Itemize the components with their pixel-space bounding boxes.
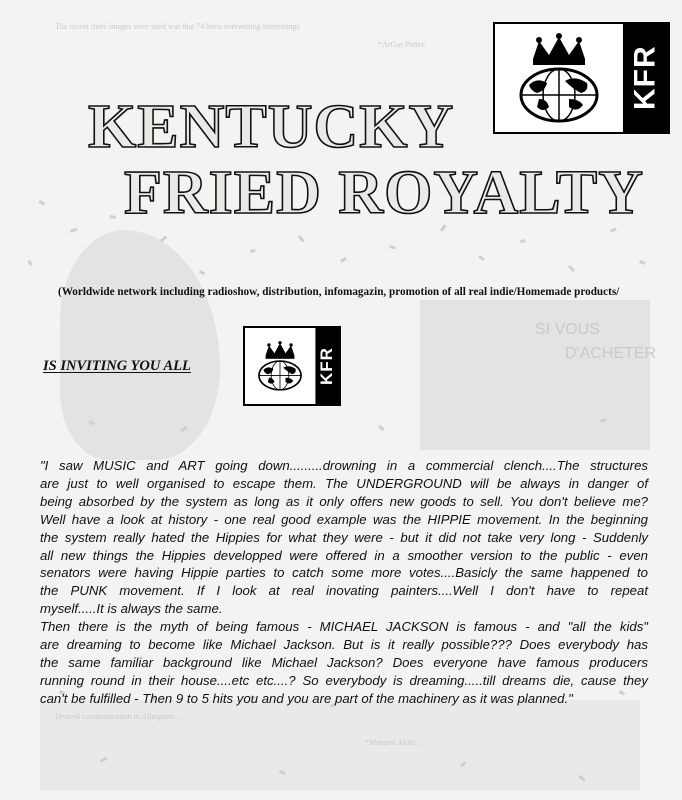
background-poster-line-1: SI VOUS [535, 321, 600, 338]
manifesto-line: the system really hated the Hippies for what they were - but it did not take very long - Suddenly [40, 529, 648, 545]
background-print-left-header: The recent three images were used was that 74 been overwriting interestings [55, 22, 300, 31]
invitation-heading: IS INVITING YOU ALL [43, 358, 191, 374]
network-description: (Worldwide network including radioshow, distribution, infomagazin, promotion of all real indie/Homemade products/ [58, 286, 620, 298]
manifesto-line: senators were having Hippie parties to catch some more votes....Basicly the same happened to [40, 565, 648, 581]
background-print-right-header: *ArGur Potter: [378, 40, 427, 49]
kfr-mark: KFR [623, 24, 668, 132]
manifesto-text [40, 457, 648, 708]
manifesto-line: "I saw MUSIC and ART going down.........drowning in a commercial clench....The structures [40, 458, 648, 473]
manifesto-line: can't be fulfilled - Then 9 to 5 hits you and you are part of the machinery as it was planned." [40, 690, 573, 706]
background-poster-line-2: D'ACHETER [565, 345, 657, 362]
kfr-logo-large [493, 22, 670, 134]
headline-fried-royalty: FRIED ROYALTY [124, 159, 645, 227]
background-print-footer-left: Desired communication in Allesgerer... [55, 712, 181, 721]
background-print-footer-right: *Manami Akita: [365, 738, 418, 747]
headline-kentucky: KENTUCKY [88, 93, 455, 161]
kfr-mark: KFR [315, 328, 339, 404]
manifesto-line: Then there is the myth of being famous - MICHAEL JACKSON is famous - and "all the kids" [40, 619, 648, 635]
kfr-logo-small [243, 326, 341, 406]
manifesto-line: the PUNK movement. If I look at real inovating painters....Well I don't have to repeat [40, 583, 648, 599]
manifesto-line: are just to well organised to escape them. The UNDERGROUND will be always in danger of [40, 475, 648, 491]
manifesto-line: running round in their house....etc etc....? So everybody is dreaming.....till dreams die, cause they [40, 672, 648, 688]
manifesto-line: are dreaming to become like Michael Jackson. But is it really possible??? Does everybody has [40, 637, 648, 653]
manifesto-line: all new things the Hippies developped were offered in a smoother version to the public - even [40, 547, 648, 563]
crown-globe-icon [495, 24, 623, 132]
manifesto-line: being absorbed by the system as long as it only offers new goods to sell. You don't believe me? [40, 493, 648, 509]
manifesto-line: myself.....It is always the same. [40, 601, 223, 617]
manifesto-line: the same familiar background like Michael Jackson? Does everyone have famous producers [40, 654, 648, 670]
manifesto-line: Well have a look at history - one real good example was the HIPPIE movement. In the beginning [40, 511, 648, 527]
crown-globe-icon [245, 328, 315, 404]
